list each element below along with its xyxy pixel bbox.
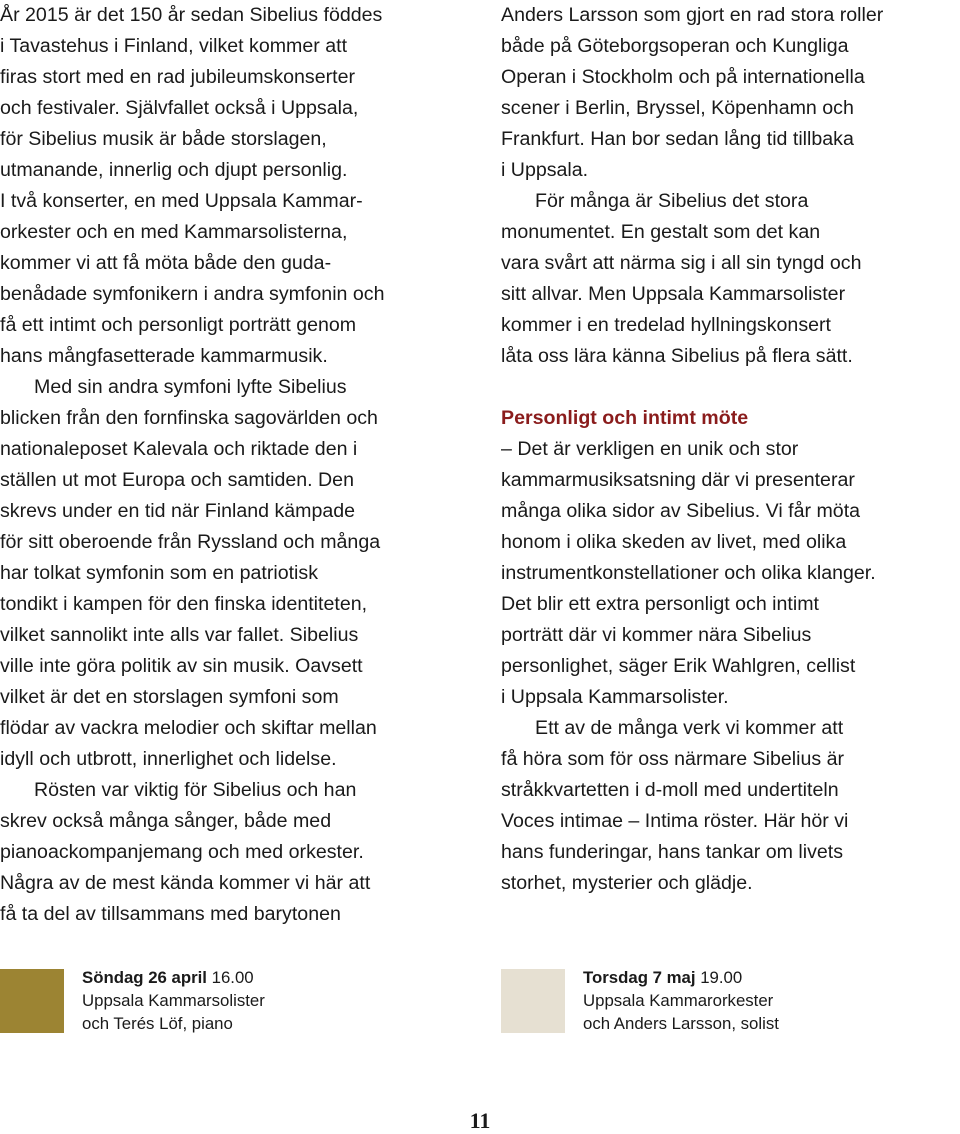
text-line: För många är Sibelius det stora bbox=[535, 190, 809, 212]
text-line: Det blir ett extra personligt och intimt bbox=[501, 593, 819, 615]
concert-date: Torsdag 7 maj bbox=[583, 968, 696, 987]
text-line: Frankfurt. Han bor sedan lång tid tillbaka bbox=[501, 128, 854, 150]
text-line: och festivaler. Självfallet också i Uppsala, bbox=[0, 97, 359, 119]
concert-time: 16.00 bbox=[211, 968, 254, 987]
text-line: scener i Berlin, Bryssel, Köpenhamn och bbox=[501, 97, 854, 119]
text-line: få ta del av tillsammans med barytonen bbox=[0, 903, 341, 925]
text-line: stråkkvartetten i d-moll med undertiteln bbox=[501, 779, 839, 801]
right-column bbox=[501, 0, 960, 899]
text-line: skrev också många sånger, både med bbox=[0, 810, 332, 832]
page-number: 11 bbox=[469, 1108, 491, 1133]
concert-info-text bbox=[82, 966, 265, 1035]
text-line: vara svårt att närma sig i all sin tyngd och bbox=[501, 252, 862, 274]
text-line: – Det är verkligen en unik och stor bbox=[501, 438, 799, 460]
concert-date-line bbox=[583, 966, 779, 989]
concert-info-2 bbox=[501, 966, 960, 1034]
text-line: I två konserter, en med Uppsala Kammar- bbox=[0, 190, 363, 212]
text-line: låta oss lära känna Sibelius på flera sätt. bbox=[501, 345, 853, 367]
concert-performers: Uppsala Kammarorkester bbox=[583, 991, 774, 1010]
text-line: orkester och en med Kammarsolisterna, bbox=[0, 221, 348, 243]
text-line: monumentet. En gestalt som det kan bbox=[501, 221, 821, 243]
text-line: få höra som för oss närmare Sibelius är bbox=[501, 748, 845, 770]
concert-info-text bbox=[583, 966, 779, 1035]
text-line: utmanande, innerlig och djupt personlig. bbox=[0, 159, 348, 181]
text-line: storhet, mysterier och glädje. bbox=[501, 872, 753, 894]
text-line: sitt allvar. Men Uppsala Kammarsolister bbox=[501, 283, 846, 305]
text-line: instrumentkonstellationer och olika klanger. bbox=[501, 562, 876, 584]
text-line: nationaleposet Kalevala och riktade den i bbox=[0, 438, 358, 460]
text-line: Rösten var viktig för Sibelius och han bbox=[34, 779, 357, 801]
concert-date-line bbox=[82, 966, 265, 989]
text-line: firas stort med en rad jubileumskonserter bbox=[0, 66, 356, 88]
concert-soloist: och Terés Löf, piano bbox=[82, 1014, 233, 1033]
text-line: blicken från den fornfinska sagovärlden och bbox=[0, 407, 378, 429]
text-line: i Uppsala. bbox=[501, 159, 589, 181]
text-line: hans funderingar, hans tankar om livets bbox=[501, 841, 844, 863]
text-line: ville inte göra politik av sin musik. Oavsett bbox=[0, 655, 363, 677]
text-line: tondikt i kampen för den finska identiteten, bbox=[0, 593, 368, 615]
text-line: honom i olika skeden av livet, med olika bbox=[501, 531, 847, 553]
text-line: porträtt där vi kommer nära Sibelius bbox=[501, 624, 812, 646]
text-line: både på Göteborgsoperan och Kungliga bbox=[501, 35, 849, 57]
text-line: Med sin andra symfoni lyfte Sibelius bbox=[34, 376, 347, 398]
text-line: flödar av vackra melodier och skiftar mellan bbox=[0, 717, 377, 739]
text-line: Anders Larsson som gjort en rad stora roller bbox=[501, 4, 884, 26]
text-line: benådade symfonikern i andra symfonin och bbox=[0, 283, 385, 305]
text-line: Operan i Stockholm och på internationella bbox=[501, 66, 865, 88]
text-line: pianoackompanjemang och med orkester. bbox=[0, 841, 364, 863]
text-line: kommer vi att få möta både den guda- bbox=[0, 252, 332, 274]
text-line: idyll och utbrott, innerlighet och lidelse. bbox=[0, 748, 337, 770]
concert-info-1 bbox=[0, 966, 470, 1034]
section-subheading: Personligt och intimt möte bbox=[501, 407, 749, 429]
color-swatch bbox=[0, 969, 64, 1033]
text-line: personlighet, säger Erik Wahlgren, cellist bbox=[501, 655, 856, 677]
paragraph-gap bbox=[501, 372, 960, 403]
text-line: skrevs under en tid när Finland kämpade bbox=[0, 500, 356, 522]
concert-time: 19.00 bbox=[700, 968, 743, 987]
text-line: vilket sannolikt inte alls var fallet. Sibelius bbox=[0, 624, 359, 646]
text-line: vilket är det en storslagen symfoni som bbox=[0, 686, 339, 708]
text-line: kommer i en tredelad hyllningskonsert bbox=[501, 314, 831, 336]
text-line: hans mångfasetterade kammarmusik. bbox=[0, 345, 328, 367]
text-line: många olika sidor av Sibelius. Vi får möta bbox=[501, 500, 861, 522]
concert-soloist: och Anders Larsson, solist bbox=[583, 1014, 779, 1033]
text-line: Några av de mest kända kommer vi här att bbox=[0, 872, 371, 894]
text-line: i Uppsala Kammarsolister. bbox=[501, 686, 729, 708]
text-line: för sitt oberoende från Ryssland och många bbox=[0, 531, 381, 553]
text-line: Ett av de många verk vi kommer att bbox=[535, 717, 844, 739]
concert-date: Söndag 26 april bbox=[82, 968, 207, 987]
text-line: kammarmusiksatsning där vi presenterar bbox=[501, 469, 855, 491]
concert-performers: Uppsala Kammarsolister bbox=[82, 991, 265, 1010]
text-line: i Tavastehus i Finland, vilket kommer att bbox=[0, 35, 348, 57]
text-line: få ett intimt och personligt porträtt genom bbox=[0, 314, 357, 336]
text-line: Voces intimae – Intima röster. Här hör vi bbox=[501, 810, 849, 832]
color-swatch bbox=[501, 969, 565, 1033]
text-line: för Sibelius musik är både storslagen, bbox=[0, 128, 327, 150]
left-column bbox=[0, 0, 470, 930]
text-line: ställen ut mot Europa och samtiden. Den bbox=[0, 469, 354, 491]
text-line: har tolkat symfonin som en patriotisk bbox=[0, 562, 318, 584]
text-line: År 2015 är det 150 år sedan Sibelius föddes bbox=[0, 4, 383, 26]
